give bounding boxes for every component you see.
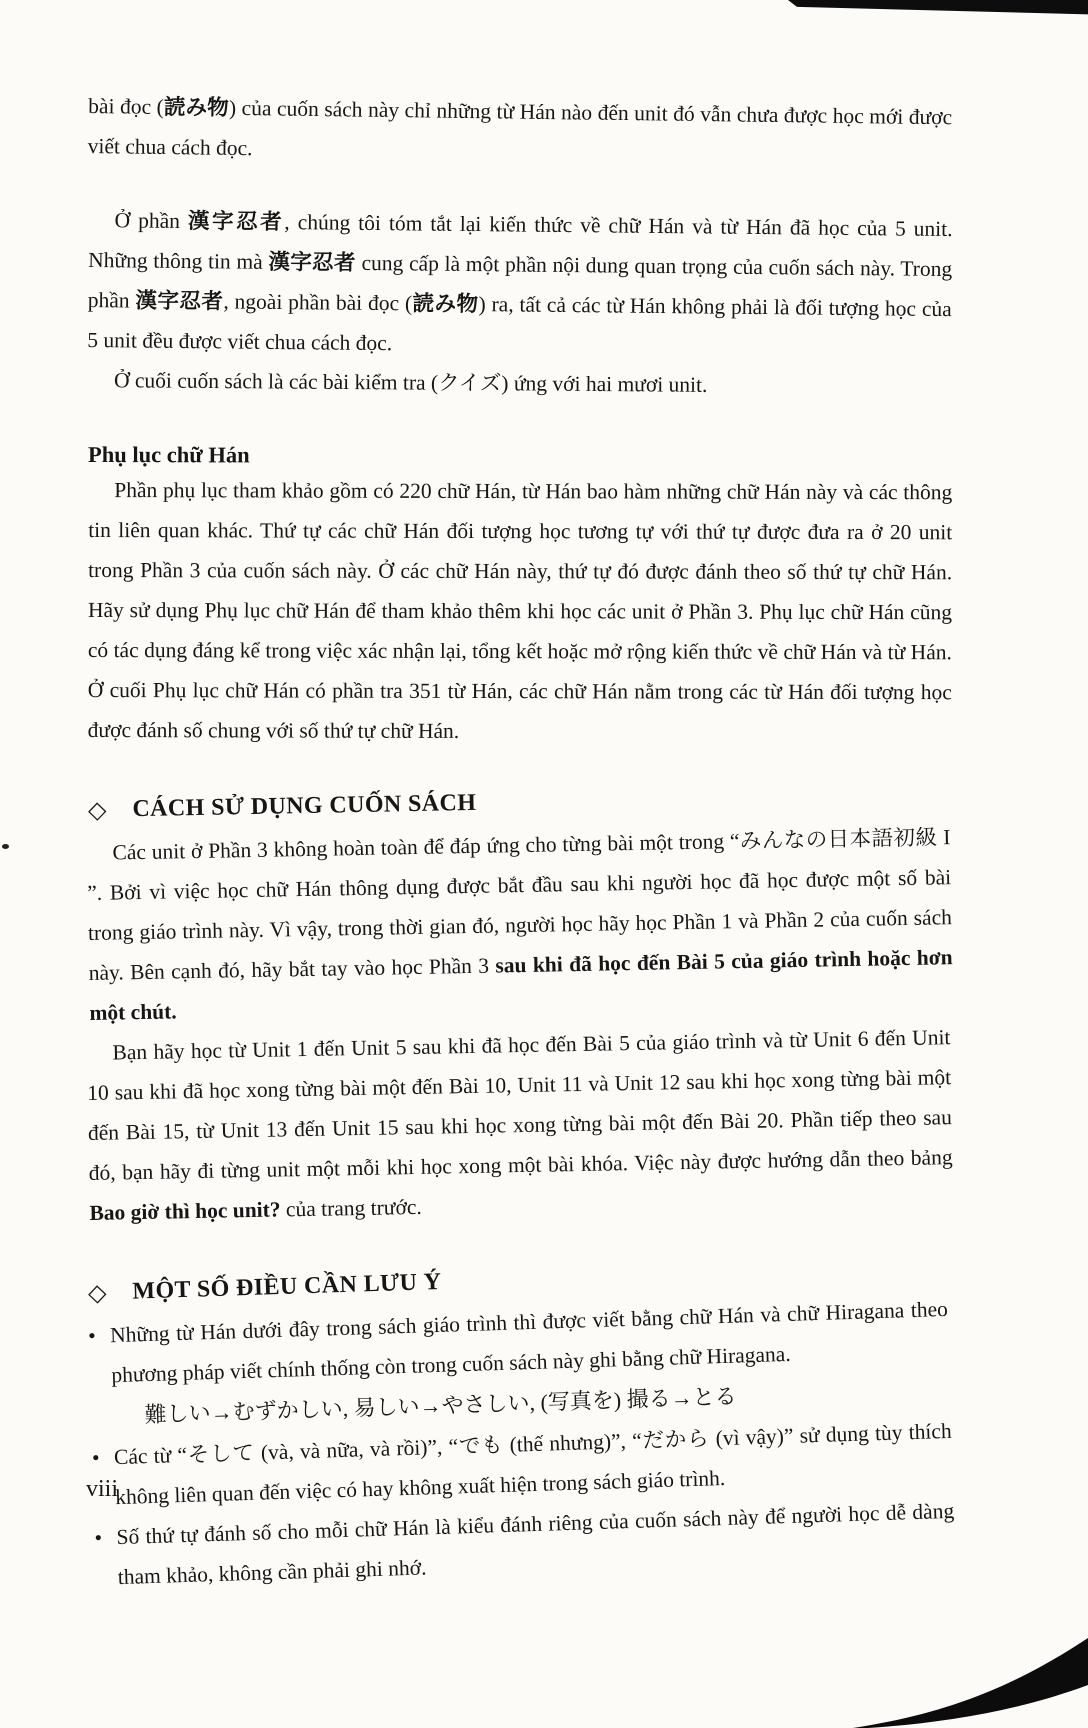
diamond-icon: ◇ [87, 797, 107, 824]
notes-list [84, 1289, 956, 1598]
bullet-icon: • [87, 1323, 97, 1348]
usage-section-heading [88, 780, 952, 825]
note-text: Các từ “そして (và, và nữa, và rồi)”, “でも (thế nhưng)”, “だから (vì vậy)” sử dụng tùy thích không liên quan đến việc có hay không xuất hiện trong sách giáo trình. [113, 1418, 952, 1510]
scan-artifact-bottom-right [848, 1633, 1088, 1728]
paragraph-quiz-note: Ở cuối cuốn sách là các bài kiểm tra (クイズ) ứng với hai mươi unit. [113, 368, 708, 397]
page-content [87, 86, 955, 1598]
bullet-icon: • [94, 1525, 103, 1550]
appendix-heading: Phụ lục chữ Hán [87, 442, 250, 468]
note-text: Số thứ tự đánh số cho mỗi chữ Hán là kiểu đánh riêng của cuốn sách này để người học dễ dàng tham khảo, không cần phải ghi nhớ. [116, 1498, 955, 1590]
scan-artifact-top-right [788, 0, 1088, 18]
diamond-icon: ◇ [87, 1280, 107, 1307]
paragraph-intro-continuation: bài đọc (読み物) của cuốn sách này chỉ những từ Hán nào đến unit đó vẫn chưa được học mới được viết chua cách đọc. [87, 94, 953, 161]
notes-heading-text: MỘT SỐ ĐIỀU CẦN LƯU Ý [132, 1268, 442, 1305]
note-text: Những từ Hán dưới đây trong sách giáo trình thì được viết bằng chữ Hán và chữ Hiragana theo phương pháp viết chính thống còn trong cuốn sách này ghi bằng chữ Hiragana. [109, 1296, 949, 1388]
bullet-icon: • [91, 1445, 100, 1470]
usage-heading-text: CÁCH SỬ DỤNG CUỐN SÁCH [132, 789, 477, 823]
paragraph-appendix: Phần phụ lục tham khảo gồm có 220 chữ Hán, từ Hán bao hàm những chữ Hán này và các thông tin liên quan khác. Thứ tự các chữ Hán đối tượng học tương tự với thứ tự được đưa ra ở 20 unit trong Phần 3 của cuốn sách này. Ở các chữ Hán này, thứ tự đó được đánh theo số thứ tự chữ Hán. Hãy sử dụng Phụ lục chữ Hán để tham khảo thêm khi học các unit ở Phần 3. Phụ lục chữ Hán cũng có tác dụng đáng kể trong việc xác nhận lại, tổng kết hoặc mở rộng kiến thức về chữ Hán và từ Hán. Ở cuối Phụ lục chữ Hán có phần tra 351 từ Hán, các chữ Hán nằm trong các từ Hán đối tượng học được đánh số chung với số thứ tự chữ Hán. [87, 478, 953, 743]
paragraph-usage-2: Bạn hãy học từ Unit 1 đến Unit 5 sau khi đã học đến Bài 5 của giáo trình và từ Unit 6 đến Unit 10 sau khi đã học xong từng bài một đến Bài 10, Unit 11 và Unit 12 sau khi học xong từng bài một đến Bài 15, từ Unit 13 đến Unit 15 sau khi học xong từng bài một đến Bài 20. Phần tiếp theo sau đó, bạn hãy đi từng unit một mỗi khi học xong một bài khóa. Việc này được hướng dẫn theo bảng Bao giờ thì học unit? của trang trước. [87, 1025, 953, 1225]
kana-example-line: 難しい→むずかしい, 易しい→やさしい, (写真を) 撮る→とる [144, 1383, 737, 1428]
paragraph-usage-1: Các unit ở Phần 3 không hoàn toàn để đáp ứng cho từng bài một trong “みんなの日本語初級 I ”. Bởi vì việc học chữ Hán thông dụng được bắt đầu sau khi người học đã học được một số bài trong giáo trình này. Vì vậy, trong thời gian đó, người học hãy học Phần 1 và Phần 2 của cuốn sách này. Bên cạnh đó, hãy bắt tay vào học Phần 3 sau khi đã học đến Bài 5 của giáo trình hoặc hơn một chút. [87, 825, 953, 1025]
scan-artifact-left-mark [2, 844, 9, 849]
page-number: viii [86, 1476, 119, 1502]
paragraph-kanji-ninja: Ở phần 漢字忍者, chúng tôi tóm tắt lại kiến thức về chữ Hán và từ Hán đã học của 5 unit. Những thông tin mà 漢字忍者 cung cấp là một phần nội dung quan trọng của cuốn sách này. Trong phần 漢字忍者, ngoài phần bài đọc (読み物) ra, tất cả các từ Hán không phải là đối tượng học của 5 unit đều được viết chua cách đọc. [87, 208, 953, 356]
